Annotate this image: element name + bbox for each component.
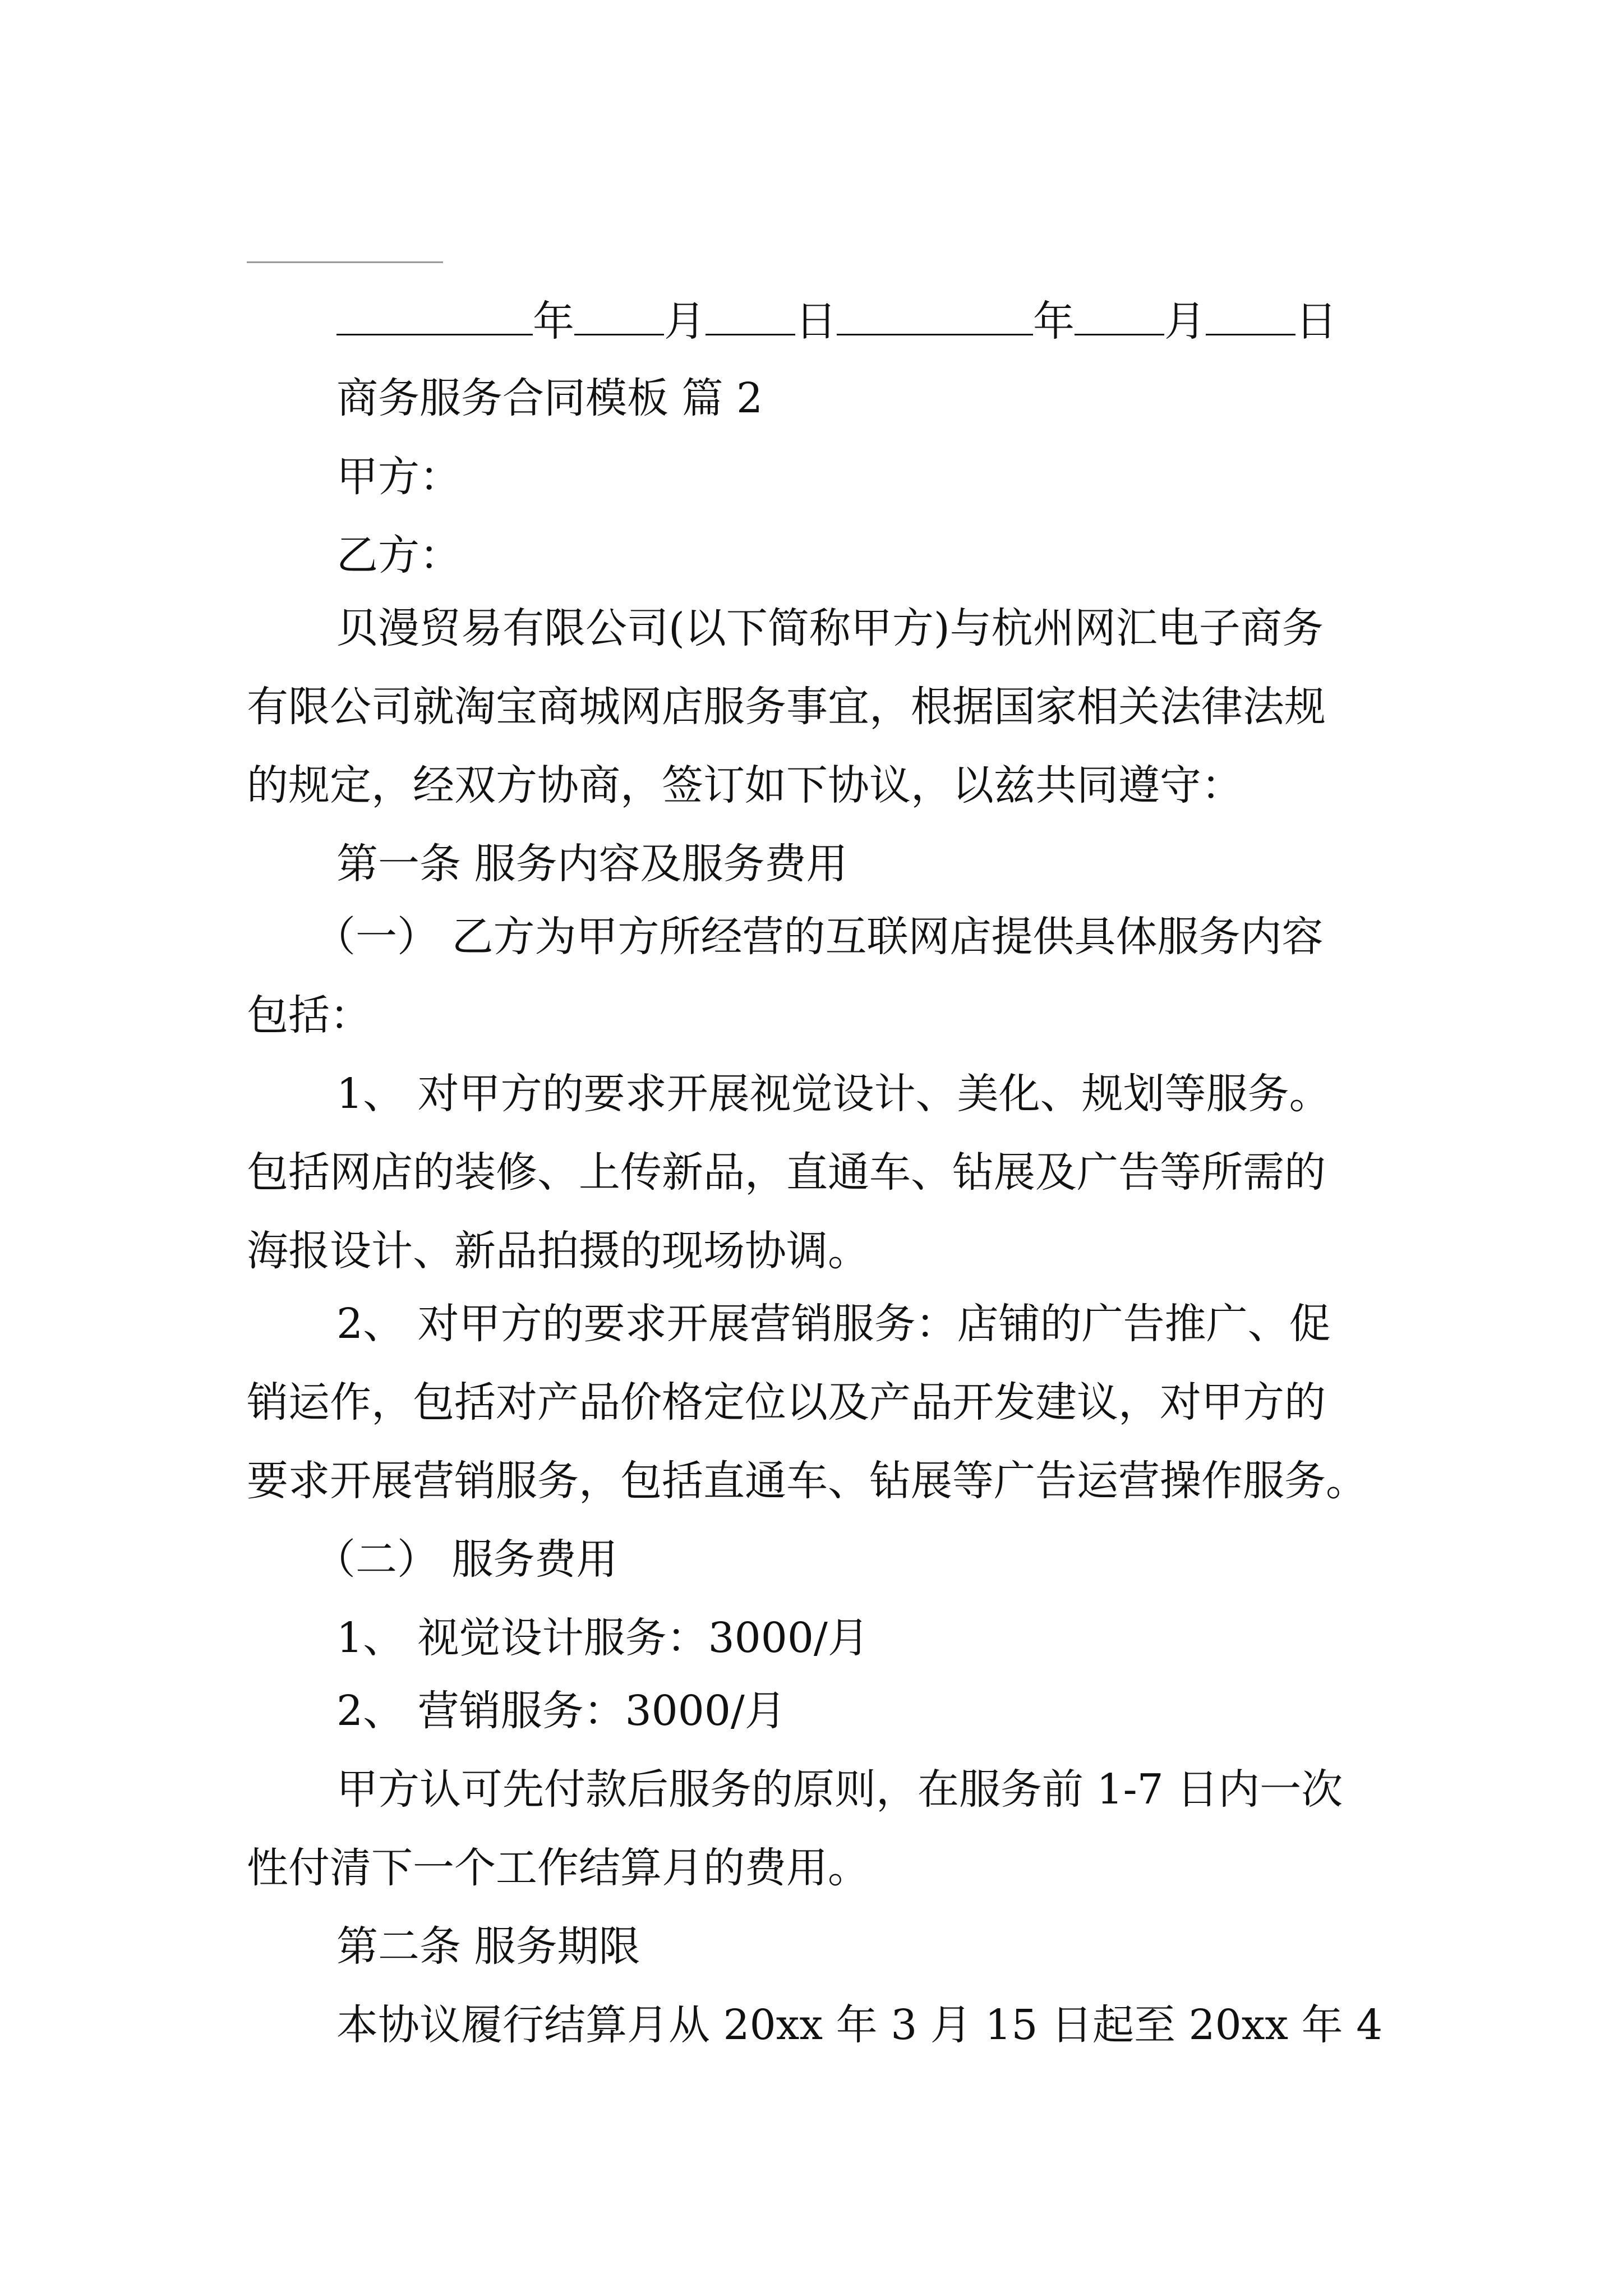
month-label-2: 月 [1164, 297, 1206, 346]
section-1-line-2: 包括： [247, 991, 371, 1039]
month-blank-1 [574, 299, 664, 335]
year-blank-2 [837, 299, 1033, 335]
fee-item-2: 2、 营销服务：3000/月 [336, 1687, 786, 1735]
item-1-line-3: 海报设计、新品拍摄的现场协调。 [247, 1227, 869, 1275]
day-label-1: 日 [795, 297, 837, 346]
article-1-title: 第一条 服务内容及服务费用 [336, 840, 848, 888]
party-a-label: 甲方： [336, 453, 461, 501]
document-title: 商务服务合同模板 篇 2 [336, 374, 763, 422]
item-1-line-2: 包括网店的装修、上传新品，直通车、钻展及广告等所需的 [247, 1148, 1326, 1197]
intro-line-3: 的规定，经双方协商，签订如下协议，以兹共同遵守： [247, 761, 1243, 809]
header-rule [247, 261, 443, 263]
term-line-1: 本协议履行结算月从 20xx 年 3 月 15 日起至 20xx 年 4 [336, 2001, 1383, 2049]
day-label-2: 日 [1295, 297, 1337, 346]
section-2-title: （二） 服务费用 [314, 1535, 618, 1584]
section-1-line-1: （一） 乙方为甲方所经营的互联网店提供具体服务内容 [314, 913, 1324, 961]
day-blank-2 [1206, 299, 1295, 335]
item-1-line-1: 1、 对甲方的要求开展视觉设计、美化、规划等服务。 [336, 1070, 1331, 1118]
signature-date-line [336, 297, 1337, 346]
item-2-line-2: 销运作，包括对产品价格定位以及产品开发建议，对甲方的 [247, 1378, 1326, 1427]
year-blank-1 [336, 299, 533, 335]
item-2-line-3: 要求开展营销服务，包括直通车、钻展等广告运营操作服务。 [247, 1457, 1367, 1505]
article-2-title: 第二条 服务期限 [336, 1922, 640, 1971]
year-label-1: 年 [533, 297, 574, 346]
month-label-1: 月 [664, 297, 706, 346]
payment-line-2: 性付清下一个工作结算月的费用。 [247, 1844, 869, 1892]
fee-item-1: 1、 视觉设计服务：3000/月 [336, 1614, 869, 1662]
year-label-2: 年 [1033, 297, 1075, 346]
payment-line-1: 甲方认可先付款后服务的原则，在服务前 1-7 日内一次 [336, 1765, 1343, 1814]
party-b-label: 乙方： [336, 531, 461, 579]
day-blank-1 [706, 299, 795, 335]
intro-line-2: 有限公司就淘宝商城网店服务事宜，根据国家相关法律法规 [247, 683, 1326, 731]
intro-line-1: 贝漫贸易有限公司(以下简称甲方)与杭州网汇电子商务 [336, 604, 1324, 652]
month-blank-2 [1075, 299, 1164, 335]
item-2-line-1: 2、 对甲方的要求开展营销服务：店铺的广告推广、促 [336, 1300, 1331, 1348]
